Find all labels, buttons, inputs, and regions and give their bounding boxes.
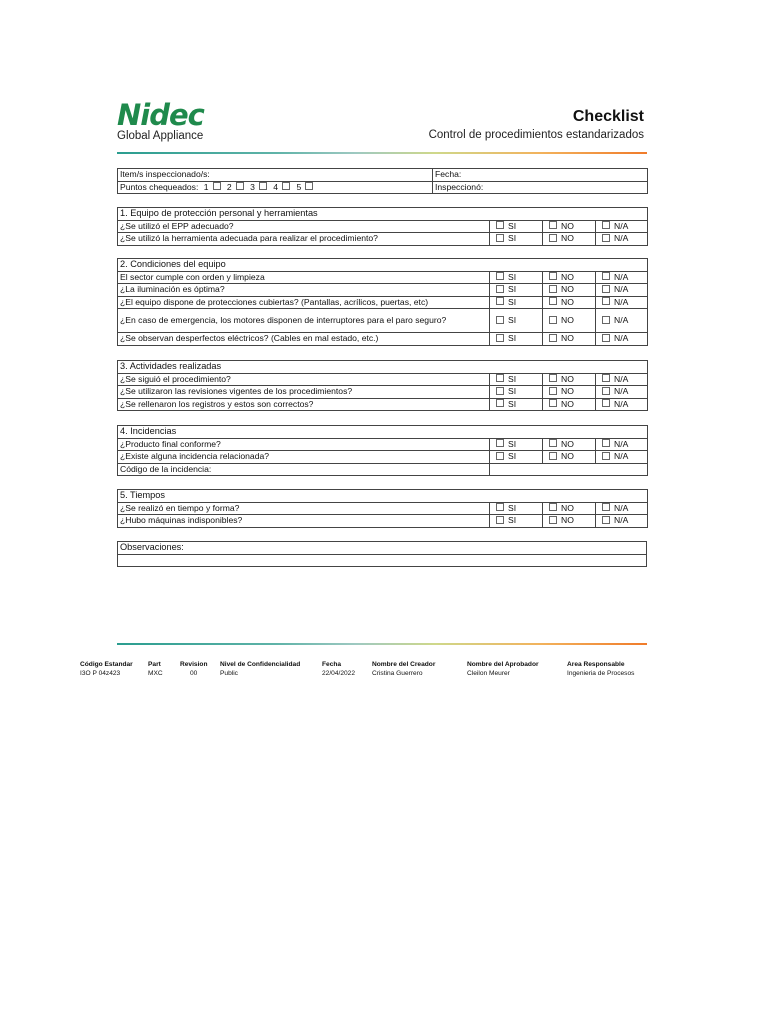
no-checkbox[interactable]: [549, 387, 557, 395]
no-checkbox[interactable]: [549, 439, 557, 447]
question-label: El sector cumple con orden y limpieza: [118, 271, 490, 284]
na-label: N/A: [614, 220, 629, 231]
footer-value: Cleilon Meurer: [467, 670, 510, 677]
question-label: ¿Se utilizaron las revisiones vigentes de los procedimientos?: [118, 386, 490, 399]
na-checkbox[interactable]: [602, 316, 610, 324]
na-checkbox[interactable]: [602, 516, 610, 524]
section-5-title: 5. Tiempos: [118, 490, 648, 503]
punto-2-label: 2: [226, 181, 232, 192]
observaciones-label: Observaciones:: [118, 542, 647, 555]
table-row: [118, 373, 648, 386]
section-2-title: 2. Condiciones del equipo: [118, 259, 648, 272]
footer-value: I3O P 04z423: [80, 670, 121, 677]
punto-4-label: 4: [273, 181, 279, 192]
si-checkbox[interactable]: [496, 297, 504, 305]
no-label: NO: [561, 220, 574, 231]
punto-4-checkbox[interactable]: [282, 182, 290, 190]
no-checkbox[interactable]: [549, 221, 557, 229]
question-label: ¿Hubo máquinas indisponibles?: [118, 515, 490, 528]
footer-divider: [117, 643, 647, 645]
si-label: SI: [508, 386, 517, 397]
page-title: Checklist: [572, 108, 644, 125]
si-checkbox[interactable]: [496, 452, 504, 460]
no-label: NO: [561, 284, 574, 295]
footer-creador: [372, 660, 435, 678]
si-checkbox[interactable]: [496, 285, 504, 293]
question-label: ¿Existe alguna incidencia relacionada?: [118, 451, 490, 464]
si-label: SI: [508, 333, 517, 344]
items-label: Item/s inspeccionado/s:: [120, 169, 210, 180]
table-row: [118, 451, 648, 464]
logo-wordmark: Nidec: [117, 100, 204, 130]
punto-1-label: 1: [203, 181, 209, 192]
items-field[interactable]: [118, 169, 433, 182]
no-checkbox[interactable]: [549, 334, 557, 342]
inspecciono-field[interactable]: [433, 181, 648, 194]
na-checkbox[interactable]: [602, 221, 610, 229]
na-checkbox[interactable]: [602, 272, 610, 280]
na-checkbox[interactable]: [602, 387, 610, 395]
section-1-table: [117, 207, 648, 246]
si-label: SI: [508, 220, 517, 231]
page-subtitle: Control de procedimientos estandarizados: [428, 129, 644, 141]
no-label: NO: [561, 333, 574, 344]
si-checkbox[interactable]: [496, 387, 504, 395]
section-4-table: [117, 425, 648, 476]
table-row: [118, 233, 648, 246]
si-label: SI: [508, 515, 517, 526]
question-label: ¿Se utilizó la herramienta adecuada para realizar el procedimiento?: [118, 233, 490, 246]
si-checkbox[interactable]: [496, 516, 504, 524]
na-label: N/A: [614, 451, 629, 462]
si-checkbox[interactable]: [496, 221, 504, 229]
si-checkbox[interactable]: [496, 334, 504, 342]
na-checkbox[interactable]: [602, 399, 610, 407]
incidencia-code-label: Código de la incidencia:: [118, 463, 490, 476]
na-checkbox[interactable]: [602, 452, 610, 460]
fecha-label: Fecha:: [435, 169, 462, 180]
footer-value: Public: [220, 670, 238, 677]
table-row: [118, 386, 648, 399]
question-label: ¿Se observan desperfectos eléctricos? (Cables en mal estado, etc.): [118, 333, 490, 346]
punto-3-checkbox[interactable]: [259, 182, 267, 190]
footer-label: Area Responsable: [567, 661, 625, 668]
table-row: [118, 333, 648, 346]
na-label: N/A: [614, 315, 629, 325]
footer-codigo: [80, 660, 133, 678]
na-checkbox[interactable]: [602, 503, 610, 511]
no-label: NO: [561, 373, 574, 384]
footer-value: 22/04/2022: [322, 670, 356, 677]
section-3-table: [117, 360, 648, 411]
na-label: N/A: [614, 271, 629, 282]
table-row: [118, 220, 648, 233]
punto-3-label: 3: [250, 181, 255, 192]
footer-fecha: [322, 660, 355, 678]
footer-label: Nombre del Aprobador: [467, 661, 539, 668]
si-label: SI: [508, 296, 517, 307]
no-checkbox[interactable]: [549, 234, 557, 242]
table-row: [118, 502, 648, 515]
question-label: ¿El equipo dispone de protecciones cubiertas? (Pantallas, acrílicos, puertas, etc): [118, 296, 490, 309]
na-label: N/A: [614, 333, 629, 344]
question-label: ¿Se realizó en tiempo y forma?: [118, 502, 490, 515]
observaciones-table: [117, 541, 647, 567]
na-label: N/A: [614, 386, 629, 397]
inspecciono-label: Inspeccionó:: [435, 181, 484, 192]
si-label: SI: [508, 502, 517, 513]
logo-subtitle: Global Appliance: [117, 130, 204, 142]
punto-5-label: 5: [296, 181, 302, 192]
si-checkbox[interactable]: [496, 272, 504, 280]
incidencia-code-field[interactable]: [490, 463, 648, 476]
no-label: NO: [561, 438, 574, 449]
si-label: SI: [508, 271, 517, 282]
si-checkbox[interactable]: [496, 234, 504, 242]
si-checkbox[interactable]: [496, 503, 504, 511]
si-checkbox[interactable]: [496, 439, 504, 447]
footer-label: Nombre del Creador: [372, 661, 436, 668]
no-checkbox[interactable]: [549, 272, 557, 280]
si-checkbox[interactable]: [496, 374, 504, 382]
si-label: SI: [508, 315, 517, 325]
no-checkbox[interactable]: [549, 297, 557, 305]
table-row: [118, 284, 648, 297]
no-label: NO: [561, 502, 574, 513]
footer-confidencialidad: [220, 660, 300, 678]
no-checkbox[interactable]: [549, 285, 557, 293]
na-checkbox[interactable]: [602, 334, 610, 342]
section-4-title: 4. Incidencias: [118, 426, 648, 439]
footer-area: [567, 660, 634, 678]
si-checkbox[interactable]: [496, 316, 504, 324]
na-label: N/A: [614, 502, 629, 513]
na-label: N/A: [614, 398, 629, 409]
question-label: ¿En caso de emergencia, los motores disponen de interruptores para el paro seguro?: [118, 309, 490, 333]
table-row: [118, 398, 648, 411]
no-label: NO: [561, 515, 574, 526]
punto-1-checkbox[interactable]: [213, 182, 221, 190]
no-label: NO: [561, 296, 574, 307]
no-checkbox[interactable]: [549, 399, 557, 407]
section-1-title: 1. Equipo de protección personal y herramientas: [118, 208, 648, 221]
na-label: N/A: [614, 515, 629, 526]
footer-revision: [180, 660, 207, 678]
si-label: SI: [508, 438, 517, 449]
table-row: [118, 309, 648, 333]
si-label: SI: [508, 398, 517, 409]
observaciones-field[interactable]: [118, 554, 647, 567]
na-checkbox[interactable]: [602, 234, 610, 242]
no-checkbox[interactable]: [549, 516, 557, 524]
table-row: [118, 515, 648, 528]
question-label: ¿Se rellenaron los registros y estos son correctos?: [118, 398, 490, 411]
no-label: NO: [561, 451, 574, 462]
section-5-table: [117, 489, 648, 528]
no-label: NO: [561, 233, 574, 244]
table-row: [118, 296, 648, 309]
na-label: N/A: [614, 296, 629, 307]
footer-label: Fecha: [322, 661, 342, 668]
nidec-logo: [117, 100, 227, 130]
si-label: SI: [508, 284, 517, 295]
no-checkbox[interactable]: [549, 374, 557, 382]
section-2-table: [117, 258, 648, 346]
question-label: ¿Se siguió el procedimiento?: [118, 373, 490, 386]
punto-2-checkbox[interactable]: [236, 182, 244, 190]
si-label: SI: [508, 233, 517, 244]
na-label: N/A: [614, 233, 629, 244]
header-divider: [117, 152, 647, 154]
na-label: N/A: [614, 438, 629, 449]
table-row: [118, 463, 648, 476]
no-checkbox[interactable]: [549, 452, 557, 460]
footer-label: Código Estandar: [80, 661, 133, 668]
footer-value: Cristina Guerrero: [372, 670, 423, 677]
na-checkbox[interactable]: [602, 374, 610, 382]
no-label: NO: [561, 386, 574, 397]
table-row: [118, 271, 648, 284]
fecha-field[interactable]: [433, 169, 648, 182]
si-checkbox[interactable]: [496, 399, 504, 407]
footer-value: Ingenieria de Procesos: [567, 670, 635, 677]
no-label: NO: [561, 398, 574, 409]
punto-5-checkbox[interactable]: [305, 182, 313, 190]
no-checkbox[interactable]: [549, 316, 557, 324]
question-label: ¿Producto final conforme?: [118, 438, 490, 451]
question-label: ¿La iluminación es óptima?: [118, 284, 490, 297]
footer-part: [148, 660, 163, 678]
puntos-label: Puntos chequeados:: [120, 181, 199, 192]
footer-label: Nivel de Confidencialidad: [220, 661, 301, 668]
na-label: N/A: [614, 284, 629, 295]
footer-label: Part: [148, 661, 161, 668]
si-label: SI: [508, 451, 517, 462]
question-label: ¿Se utilizó el EPP adecuado?: [118, 220, 490, 233]
si-label: SI: [508, 373, 517, 384]
footer-label: Revision: [180, 661, 208, 668]
table-row: [118, 438, 648, 451]
na-checkbox[interactable]: [602, 439, 610, 447]
no-label: NO: [561, 271, 574, 282]
section-3-title: 3. Actividades realizadas: [118, 361, 648, 374]
footer-value: MXC: [148, 670, 163, 677]
na-checkbox[interactable]: [602, 285, 610, 293]
footer-value: 00: [190, 670, 198, 677]
na-label: N/A: [614, 373, 629, 384]
info-table: [117, 168, 648, 194]
footer-aprobador: [467, 660, 539, 678]
no-checkbox[interactable]: [549, 503, 557, 511]
na-checkbox[interactable]: [602, 297, 610, 305]
no-label: NO: [561, 315, 574, 325]
puntos-field: [118, 181, 433, 194]
